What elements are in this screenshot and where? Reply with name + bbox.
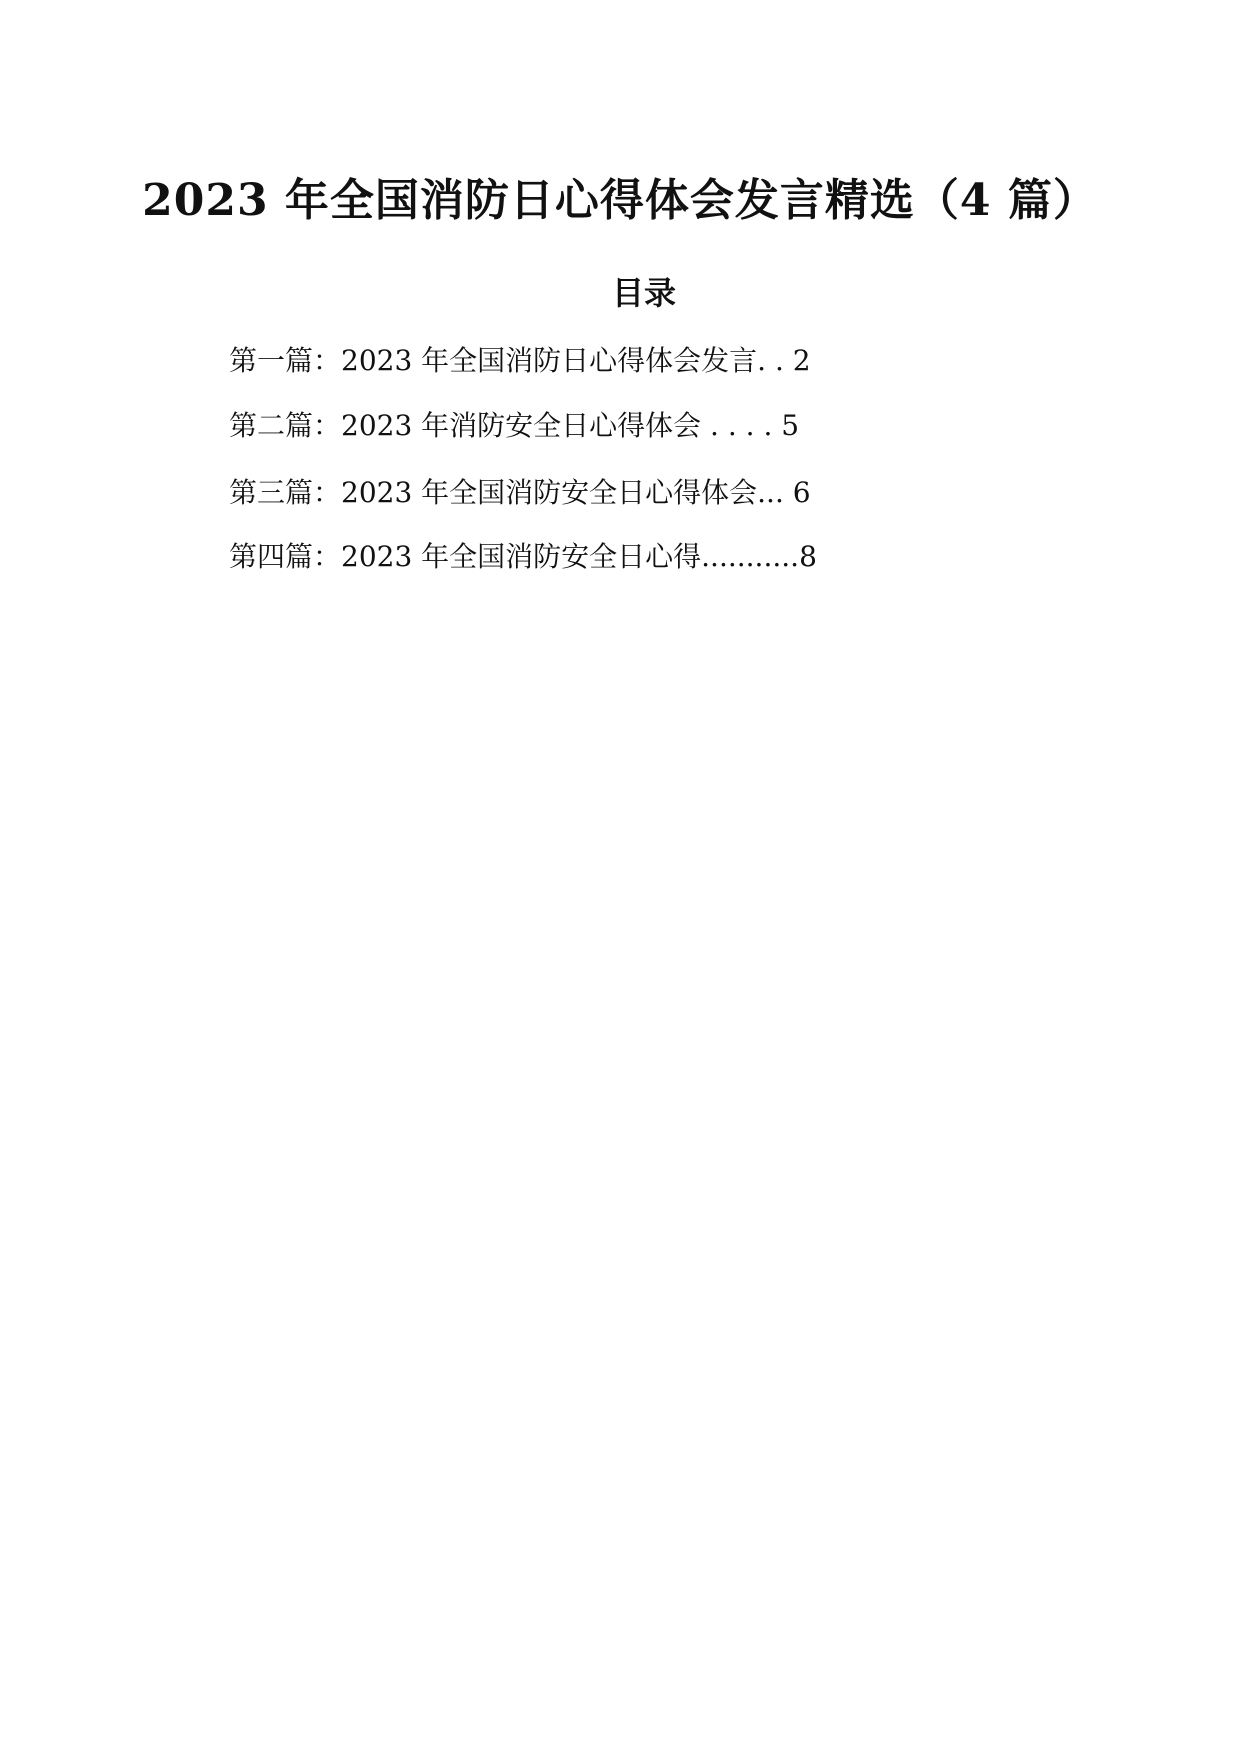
toc-entry-4[interactable]: 第四篇：2023 年全国消防安全日心得...........8 [229, 540, 817, 573]
toc-heading: 目录 [611, 274, 676, 312]
toc-entry-3[interactable]: 第三篇：2023 年全国消防安全日心得体会... 6 [229, 476, 811, 509]
toc-entry-1[interactable]: 第一篇：2023 年全国消防日心得体会发言. . 2 [229, 344, 811, 377]
document-title: 2023 年全国消防日心得体会发言精选（4 篇） [142, 175, 1098, 226]
toc-entry-2[interactable]: 第二篇：2023 年消防安全日心得体会 . . . . 5 [229, 409, 800, 442]
